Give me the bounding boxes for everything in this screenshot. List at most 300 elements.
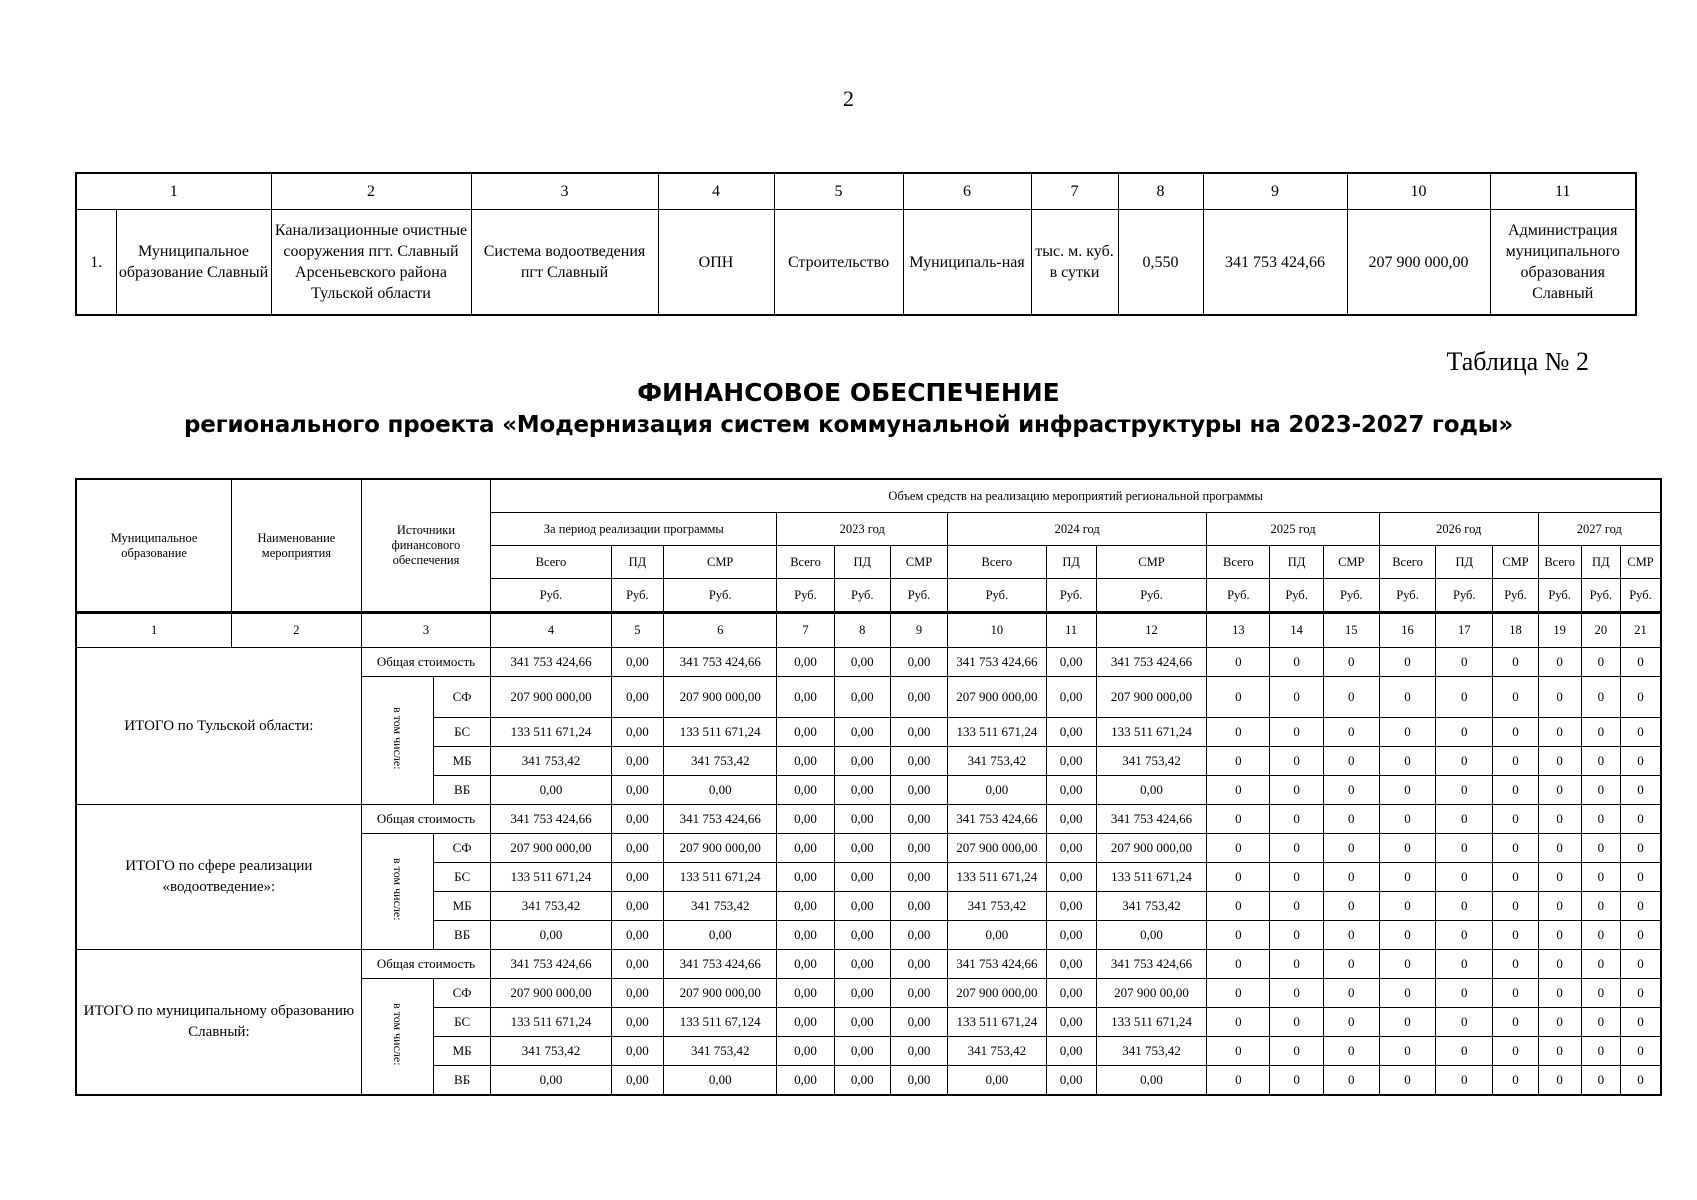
value-cell: 0 xyxy=(1493,805,1538,834)
value-cell: 133 511 671,24 xyxy=(948,718,1046,747)
object-table-row xyxy=(76,210,1636,316)
value-cell: 0 xyxy=(1493,892,1538,921)
header-unit: Руб. xyxy=(611,579,663,613)
header-2026: 2026 год xyxy=(1379,513,1538,546)
header-unit: Руб. xyxy=(663,579,776,613)
column-number: 2 xyxy=(232,613,362,648)
value-cell: 341 753,42 xyxy=(491,1037,612,1066)
header-unit: Руб. xyxy=(1493,579,1538,613)
value-cell: 0,00 xyxy=(834,648,890,677)
column-number: 10 xyxy=(948,613,1046,648)
value-cell: 0,00 xyxy=(834,747,890,776)
table-row xyxy=(76,950,1661,979)
value-cell: 0,00 xyxy=(834,677,890,718)
system-cell: Система водоотведения пгт Славный xyxy=(471,210,658,316)
value-cell: 0,00 xyxy=(834,863,890,892)
header-unit: Руб. xyxy=(1270,579,1323,613)
header-cell: 1 xyxy=(76,173,271,210)
value-cell: 0 xyxy=(1323,1066,1379,1096)
capacity-cell: 0,550 xyxy=(1118,210,1203,316)
value-cell: 133 511 671,24 xyxy=(948,863,1046,892)
value-cell: 0 xyxy=(1620,776,1661,805)
column-number-row xyxy=(76,613,1661,648)
document-title: ФИНАНСОВОЕ ОБЕСПЕЧЕНИЕ xyxy=(637,378,1060,407)
value-cell: 0 xyxy=(1620,863,1661,892)
value-cell: 133 511 671,24 xyxy=(948,1008,1046,1037)
source-code: МБ xyxy=(434,892,491,921)
value-cell: 0,00 xyxy=(777,834,834,863)
value-cell: 0 xyxy=(1323,648,1379,677)
value-cell: 133 511 67,124 xyxy=(663,1008,776,1037)
value-cell: 0 xyxy=(1493,1037,1538,1066)
header-total: Всего xyxy=(491,546,612,579)
page-number: 2 xyxy=(843,86,854,111)
column-number: 4 xyxy=(491,613,612,648)
value-cell: 0 xyxy=(1436,863,1493,892)
header-pd: ПД xyxy=(1046,546,1096,579)
value-cell: 133 511 671,24 xyxy=(491,1008,612,1037)
header-unit: Руб. xyxy=(1379,579,1435,613)
value-cell: 0 xyxy=(1323,863,1379,892)
value-cell: 0 xyxy=(1323,677,1379,718)
value-cell: 0,00 xyxy=(834,1008,890,1037)
value-cell: 341 753 424,66 xyxy=(663,805,776,834)
value-cell: 0 xyxy=(1323,892,1379,921)
value-cell: 0 xyxy=(1270,921,1323,950)
header-cell: 6 xyxy=(903,173,1031,210)
value-cell: 0 xyxy=(1620,1037,1661,1066)
column-number: 19 xyxy=(1538,613,1581,648)
value-cell: 0 xyxy=(1581,863,1620,892)
value-cell: 0,00 xyxy=(777,863,834,892)
value-cell: 0,00 xyxy=(611,776,663,805)
column-number: 14 xyxy=(1270,613,1323,648)
header-cell: 8 xyxy=(1118,173,1203,210)
value-cell: 0 xyxy=(1620,747,1661,776)
unit-cell: тыс. м. куб. в сутки xyxy=(1031,210,1118,316)
value-cell: 0 xyxy=(1436,1037,1493,1066)
value-cell: 0,00 xyxy=(491,921,612,950)
header-2027: 2027 год xyxy=(1538,513,1661,546)
value-cell: 0 xyxy=(1538,950,1581,979)
value-cell: 0 xyxy=(1436,1066,1493,1096)
value-cell: 0,00 xyxy=(777,648,834,677)
column-number: 16 xyxy=(1379,613,1435,648)
federal-funding-cell: 207 900 000,00 xyxy=(1347,210,1490,316)
value-cell: 0,00 xyxy=(890,805,947,834)
value-cell: 0,00 xyxy=(777,1037,834,1066)
value-cell: 0,00 xyxy=(663,921,776,950)
value-cell: 0 xyxy=(1581,834,1620,863)
value-cell: 0,00 xyxy=(777,718,834,747)
value-cell: 0,00 xyxy=(491,776,612,805)
source-code: СФ xyxy=(434,834,491,863)
value-cell: 0 xyxy=(1538,834,1581,863)
header-2025: 2025 год xyxy=(1207,513,1380,546)
total-cost-label: Общая стоимость xyxy=(361,648,491,677)
value-cell: 0,00 xyxy=(1046,863,1096,892)
value-cell: 0 xyxy=(1323,950,1379,979)
value-cell: 133 511 671,24 xyxy=(1096,718,1206,747)
municipality-cell: Муниципальное образование Славный xyxy=(116,210,271,316)
value-cell: 0 xyxy=(1379,863,1435,892)
header-2023: 2023 год xyxy=(777,513,948,546)
value-cell: 0,00 xyxy=(611,718,663,747)
header-unit: Руб. xyxy=(491,579,612,613)
header-unit: Руб. xyxy=(1096,579,1206,613)
value-cell: 0 xyxy=(1620,718,1661,747)
row-number: 1. xyxy=(76,210,116,316)
value-cell: 0,00 xyxy=(890,863,947,892)
source-code: МБ xyxy=(434,747,491,776)
document-subtitle: регионального проекта «Модернизация систем коммунальной инфраструктуры на 2023-2027 годы» xyxy=(184,412,1513,438)
value-cell: 0 xyxy=(1270,979,1323,1008)
value-cell: 341 753 424,66 xyxy=(491,950,612,979)
value-cell: 0 xyxy=(1538,1066,1581,1096)
value-cell: 0,00 xyxy=(663,1066,776,1096)
value-cell: 133 511 671,24 xyxy=(663,718,776,747)
value-cell: 0 xyxy=(1436,892,1493,921)
source-code: ВБ xyxy=(434,921,491,950)
work-type-cell: Строительство xyxy=(774,210,903,316)
value-cell: 0 xyxy=(1538,747,1581,776)
value-cell: 0 xyxy=(1620,834,1661,863)
including-label-cell xyxy=(361,834,433,950)
value-cell: 0 xyxy=(1436,718,1493,747)
value-cell: 0,00 xyxy=(834,1066,890,1096)
value-cell: 0,00 xyxy=(777,892,834,921)
financing-table xyxy=(75,478,1662,1096)
header-smr: СМР xyxy=(1323,546,1379,579)
value-cell: 0,00 xyxy=(663,776,776,805)
column-number: 13 xyxy=(1207,613,1270,648)
value-cell: 207 900 000,00 xyxy=(663,677,776,718)
value-cell: 341 753,42 xyxy=(948,747,1046,776)
value-cell: 341 753 424,66 xyxy=(948,950,1046,979)
header-cell: 5 xyxy=(774,173,903,210)
value-cell: 0,00 xyxy=(777,921,834,950)
value-cell: 341 753,42 xyxy=(1096,1037,1206,1066)
group-name-cell: ИТОГО по муниципальному образованию Славный: xyxy=(76,950,361,1096)
value-cell: 0,00 xyxy=(491,1066,612,1096)
header-unit: Руб. xyxy=(1620,579,1661,613)
value-cell: 0 xyxy=(1436,648,1493,677)
value-cell: 207 900 000,00 xyxy=(663,979,776,1008)
column-number: 21 xyxy=(1620,613,1661,648)
value-cell: 0 xyxy=(1538,921,1581,950)
value-cell: 0 xyxy=(1436,834,1493,863)
value-cell: 0 xyxy=(1538,1008,1581,1037)
value-cell: 0 xyxy=(1379,747,1435,776)
column-number: 1 xyxy=(76,613,232,648)
value-cell: 0 xyxy=(1538,648,1581,677)
value-cell: 0,00 xyxy=(1046,834,1096,863)
value-cell: 0 xyxy=(1620,805,1661,834)
value-cell: 207 900 000,00 xyxy=(948,979,1046,1008)
header-pd: ПД xyxy=(611,546,663,579)
column-number: 18 xyxy=(1493,613,1538,648)
value-cell: 0,00 xyxy=(834,834,890,863)
value-cell: 0,00 xyxy=(1046,1066,1096,1096)
value-cell: 0,00 xyxy=(1046,747,1096,776)
value-cell: 0 xyxy=(1538,979,1581,1008)
ownership-cell: Муниципаль-ная xyxy=(903,210,1031,316)
value-cell: 0 xyxy=(1323,921,1379,950)
table-row xyxy=(76,648,1661,677)
value-cell: 0 xyxy=(1538,718,1581,747)
header-cell: 4 xyxy=(658,173,774,210)
header-municipality: Муниципальное образование xyxy=(76,479,232,613)
header-unit: Руб. xyxy=(1207,579,1270,613)
value-cell: 133 511 671,24 xyxy=(1096,1008,1206,1037)
value-cell: 0 xyxy=(1620,1008,1661,1037)
total-cost-label: Общая стоимость xyxy=(361,805,491,834)
header-unit: Руб. xyxy=(1581,579,1620,613)
value-cell: 341 753 424,66 xyxy=(1096,805,1206,834)
value-cell: 341 753,42 xyxy=(491,747,612,776)
header-cell: 7 xyxy=(1031,173,1118,210)
value-cell: 0 xyxy=(1538,677,1581,718)
value-cell: 0 xyxy=(1436,776,1493,805)
value-cell: 341 753,42 xyxy=(491,892,612,921)
value-cell: 341 753 424,66 xyxy=(948,648,1046,677)
value-cell: 0 xyxy=(1207,834,1270,863)
value-cell: 0,00 xyxy=(611,677,663,718)
value-cell: 0,00 xyxy=(1046,718,1096,747)
value-cell: 133 511 671,24 xyxy=(491,718,612,747)
column-number: 20 xyxy=(1581,613,1620,648)
header-smr: СМР xyxy=(1493,546,1538,579)
value-cell: 0 xyxy=(1581,892,1620,921)
including-label: в том числе: xyxy=(390,858,405,921)
value-cell: 0,00 xyxy=(890,648,947,677)
value-cell: 0,00 xyxy=(777,747,834,776)
source-code: БС xyxy=(434,1008,491,1037)
value-cell: 0 xyxy=(1581,718,1620,747)
source-code: БС xyxy=(434,718,491,747)
value-cell: 0 xyxy=(1493,979,1538,1008)
including-label-cell xyxy=(361,979,433,1096)
value-cell: 0,00 xyxy=(1046,979,1096,1008)
header-sources: Источники финансового обеспечения xyxy=(361,479,491,613)
including-label-cell xyxy=(361,677,433,805)
value-cell: 0 xyxy=(1538,863,1581,892)
header-row-1 xyxy=(76,479,1661,513)
value-cell: 133 511 671,24 xyxy=(491,863,612,892)
value-cell: 0 xyxy=(1581,677,1620,718)
value-cell: 341 753,42 xyxy=(663,1037,776,1066)
table-row xyxy=(76,805,1661,834)
column-number: 11 xyxy=(1046,613,1096,648)
value-cell: 207 900 000,00 xyxy=(491,834,612,863)
value-cell: 207 900 00,00 xyxy=(1096,979,1206,1008)
value-cell: 0 xyxy=(1270,1008,1323,1037)
column-number: 12 xyxy=(1096,613,1206,648)
value-cell: 0,00 xyxy=(1046,950,1096,979)
header-pd: ПД xyxy=(1436,546,1493,579)
total-cost-label: Общая стоимость xyxy=(361,950,491,979)
value-cell: 0 xyxy=(1379,805,1435,834)
total-cost-cell: 341 753 424,66 xyxy=(1203,210,1347,316)
value-cell: 133 511 671,24 xyxy=(1096,863,1206,892)
value-cell: 0 xyxy=(1538,805,1581,834)
value-cell: 0,00 xyxy=(1046,677,1096,718)
value-cell: 0,00 xyxy=(890,834,947,863)
value-cell: 341 753 424,66 xyxy=(491,805,612,834)
object-table-header-row xyxy=(76,173,1636,210)
value-cell: 0 xyxy=(1538,776,1581,805)
column-number: 5 xyxy=(611,613,663,648)
value-cell: 0,00 xyxy=(890,979,947,1008)
value-cell: 0 xyxy=(1436,950,1493,979)
value-cell: 341 753,42 xyxy=(948,1037,1046,1066)
header-unit: Руб. xyxy=(1323,579,1379,613)
value-cell: 0,00 xyxy=(777,776,834,805)
value-cell: 0,00 xyxy=(1046,805,1096,834)
value-cell: 0,00 xyxy=(611,950,663,979)
value-cell: 0 xyxy=(1270,863,1323,892)
value-cell: 0,00 xyxy=(611,863,663,892)
object-table xyxy=(75,172,1637,316)
value-cell: 0 xyxy=(1379,1008,1435,1037)
value-cell: 0 xyxy=(1493,747,1538,776)
value-cell: 0 xyxy=(1493,921,1538,950)
value-cell: 0 xyxy=(1270,950,1323,979)
value-cell: 0,00 xyxy=(1046,892,1096,921)
value-cell: 0 xyxy=(1323,805,1379,834)
including-label: в том числе: xyxy=(390,1003,405,1066)
value-cell: 0 xyxy=(1493,1066,1538,1096)
value-cell: 0 xyxy=(1581,1008,1620,1037)
value-cell: 0 xyxy=(1207,747,1270,776)
value-cell: 0 xyxy=(1581,1037,1620,1066)
object-name-cell: Канализационные очистные сооружения пгт. Славный Арсеньевского района Тульской области xyxy=(271,210,471,316)
value-cell: 0,00 xyxy=(834,921,890,950)
value-cell: 0 xyxy=(1379,1037,1435,1066)
value-cell: 0 xyxy=(1436,747,1493,776)
value-cell: 0 xyxy=(1493,834,1538,863)
value-cell: 0 xyxy=(1379,718,1435,747)
value-cell: 0,00 xyxy=(611,921,663,950)
value-cell: 0 xyxy=(1270,1066,1323,1096)
value-cell: 0 xyxy=(1379,677,1435,718)
value-cell: 0 xyxy=(1270,648,1323,677)
value-cell: 0 xyxy=(1379,950,1435,979)
header-pd: ПД xyxy=(1270,546,1323,579)
value-cell: 0,00 xyxy=(834,805,890,834)
value-cell: 0,00 xyxy=(834,776,890,805)
value-cell: 0,00 xyxy=(611,805,663,834)
header-unit: Руб. xyxy=(948,579,1046,613)
value-cell: 0 xyxy=(1581,776,1620,805)
column-number: 3 xyxy=(361,613,491,648)
including-label: в том числе: xyxy=(390,707,405,770)
value-cell: 0 xyxy=(1323,1037,1379,1066)
value-cell: 0 xyxy=(1379,776,1435,805)
value-cell: 0,00 xyxy=(1046,1037,1096,1066)
value-cell: 0 xyxy=(1207,1037,1270,1066)
value-cell: 0 xyxy=(1620,950,1661,979)
value-cell: 0 xyxy=(1436,805,1493,834)
header-pd: ПД xyxy=(834,546,890,579)
source-code: СФ xyxy=(434,979,491,1008)
value-cell: 0 xyxy=(1493,863,1538,892)
header-smr: СМР xyxy=(1096,546,1206,579)
value-cell: 207 900 000,00 xyxy=(491,979,612,1008)
value-cell: 0,00 xyxy=(1046,1008,1096,1037)
value-cell: 0,00 xyxy=(1096,1066,1206,1096)
header-total: Всего xyxy=(1207,546,1270,579)
value-cell: 0,00 xyxy=(777,1008,834,1037)
value-cell: 0 xyxy=(1207,921,1270,950)
value-cell: 0 xyxy=(1270,677,1323,718)
value-cell: 207 900 000,00 xyxy=(948,834,1046,863)
value-cell: 207 900 000,00 xyxy=(1096,834,1206,863)
header-total: Всего xyxy=(1538,546,1581,579)
value-cell: 0 xyxy=(1436,1008,1493,1037)
header-period: За период реализации программы xyxy=(491,513,777,546)
value-cell: 0,00 xyxy=(890,1066,947,1096)
value-cell: 0 xyxy=(1207,718,1270,747)
value-cell: 341 753,42 xyxy=(1096,747,1206,776)
header-unit: Руб. xyxy=(1046,579,1096,613)
value-cell: 341 753,42 xyxy=(663,892,776,921)
value-cell: 0,00 xyxy=(777,1066,834,1096)
value-cell: 341 753,42 xyxy=(1096,892,1206,921)
header-smr: СМР xyxy=(1620,546,1661,579)
header-unit: Руб. xyxy=(890,579,947,613)
value-cell: 0 xyxy=(1270,1037,1323,1066)
value-cell: 0,00 xyxy=(611,1066,663,1096)
value-cell: 0,00 xyxy=(777,677,834,718)
value-cell: 0 xyxy=(1207,805,1270,834)
value-cell: 0 xyxy=(1207,950,1270,979)
value-cell: 0 xyxy=(1207,892,1270,921)
header-cell: 3 xyxy=(471,173,658,210)
value-cell: 0 xyxy=(1323,1008,1379,1037)
value-cell: 0 xyxy=(1620,1066,1661,1096)
header-pd: ПД xyxy=(1581,546,1620,579)
value-cell: 0 xyxy=(1270,892,1323,921)
value-cell: 0 xyxy=(1207,776,1270,805)
value-cell: 0 xyxy=(1207,677,1270,718)
value-cell: 0 xyxy=(1581,979,1620,1008)
value-cell: 0 xyxy=(1323,979,1379,1008)
value-cell: 0 xyxy=(1207,863,1270,892)
source-code: ВБ xyxy=(434,776,491,805)
column-number: 8 xyxy=(834,613,890,648)
column-number: 15 xyxy=(1323,613,1379,648)
column-number: 17 xyxy=(1436,613,1493,648)
header-cell: 2 xyxy=(271,173,471,210)
value-cell: 0,00 xyxy=(1046,648,1096,677)
column-number: 7 xyxy=(777,613,834,648)
value-cell: 0 xyxy=(1493,677,1538,718)
source-code: МБ xyxy=(434,1037,491,1066)
value-cell: 0 xyxy=(1379,1066,1435,1096)
value-cell: 0 xyxy=(1207,648,1270,677)
value-cell: 0 xyxy=(1538,892,1581,921)
value-cell: 0 xyxy=(1581,747,1620,776)
value-cell: 0 xyxy=(1620,677,1661,718)
group-name-cell: ИТОГО по сфере реализации «водоотведение»: xyxy=(76,805,361,950)
value-cell: 0 xyxy=(1379,834,1435,863)
value-cell: 0,00 xyxy=(1046,776,1096,805)
value-cell: 0 xyxy=(1270,718,1323,747)
value-cell: 0,00 xyxy=(890,776,947,805)
value-cell: 0,00 xyxy=(834,979,890,1008)
column-number: 6 xyxy=(663,613,776,648)
